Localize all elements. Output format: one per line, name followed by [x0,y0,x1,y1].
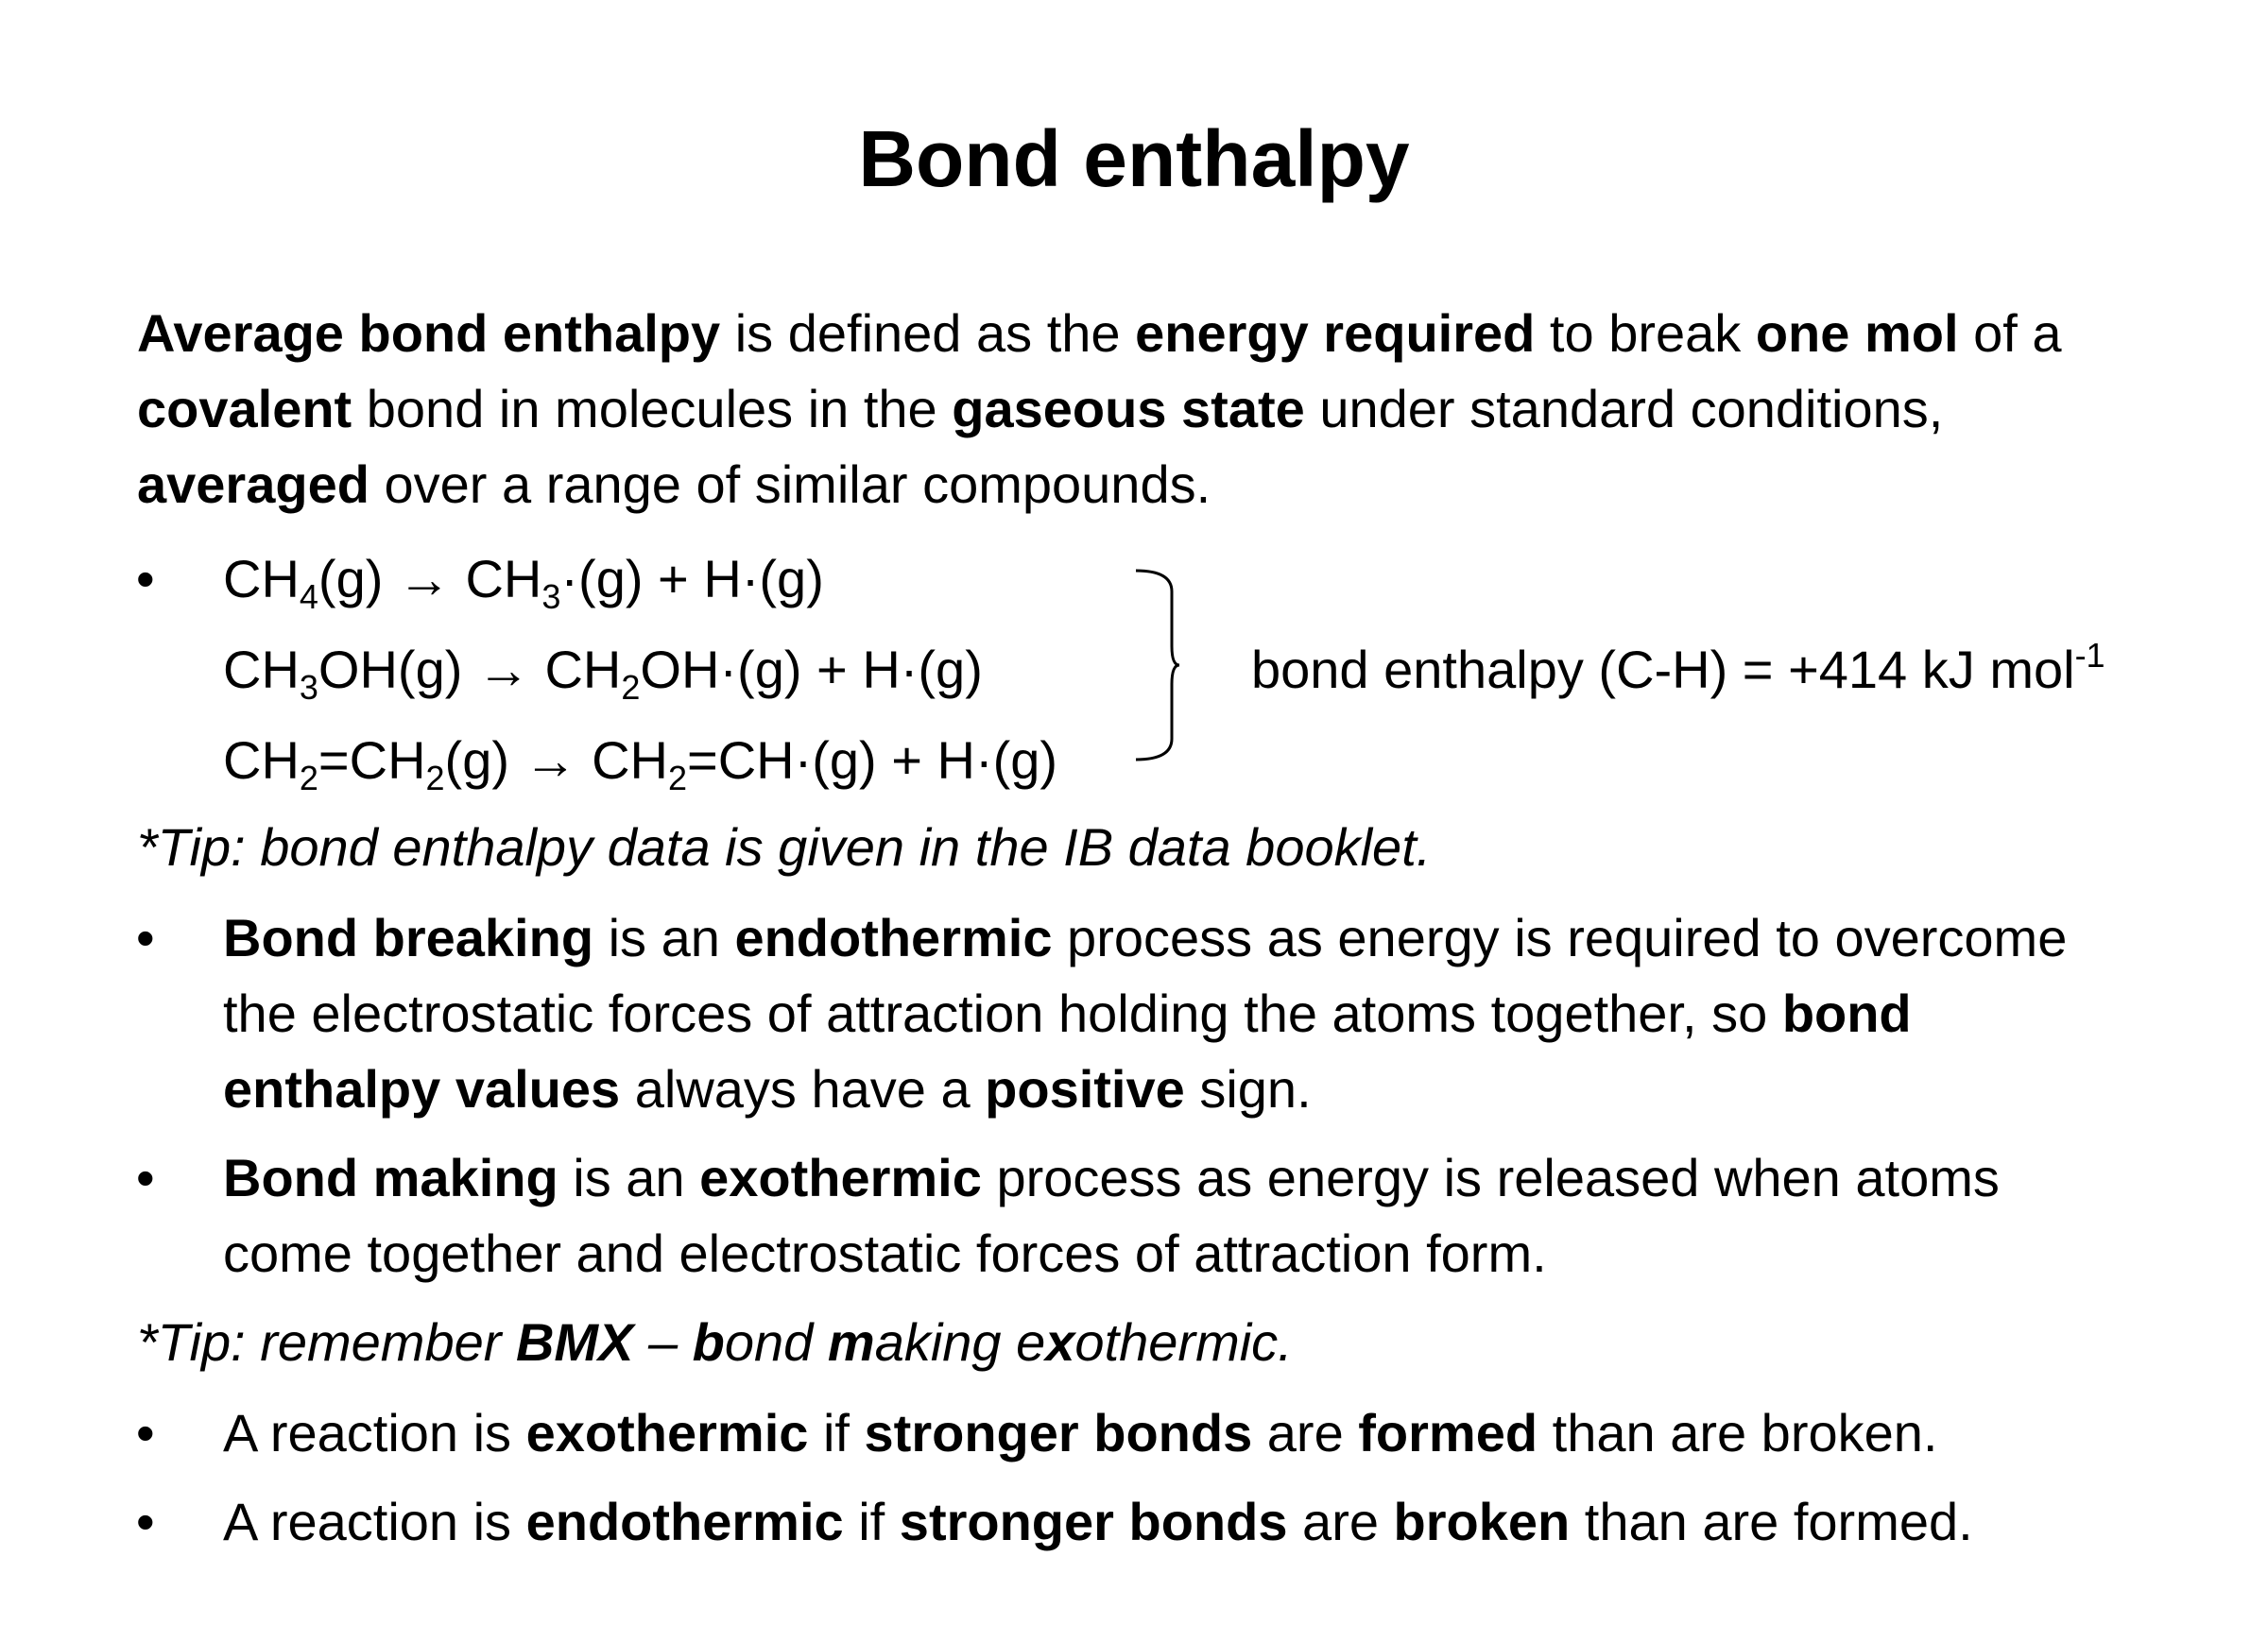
equation-ethene: $CH_2=CH_2(g) \to CH_2=CH\cdot(g) + H\cdot(g)$ [223,730,1058,797]
bond-making-line-1: Bond making is an exothermic process as energy is released when atoms [223,1148,2000,1207]
tip-data-booklet: *Tip: bond enthalpy data is given in the IB data booklet. [137,817,1432,877]
definition-line-2: covalent bond in molecules in the gaseous state under standard conditions, [137,379,1944,438]
definition-line-1: Average bond enthalpy is defined as the energy required to break one mol of a [137,303,2062,363]
bond-breaking-line-2: the electrostatic forces of attraction holding the atoms together, so bond [223,983,1912,1043]
curly-brace-icon [1134,569,1181,761]
bond-making-line-2: come together and electrostatic forces of attraction form. [223,1223,1547,1283]
bond-breaking-line-3: enthalpy values always have a positive sign. [223,1059,1312,1119]
exothermic-statement: A reaction is exothermic if stronger bonds are formed than are broken. [223,1403,1938,1462]
equation-methanol: $CH_3OH(g) \to CH_2OH\cdot(g) + H\cdot(g)$ [223,640,983,707]
bullet-point: • [136,1148,155,1207]
bullet-point: • [136,549,155,608]
slide-title: Bond enthalpy [858,114,1410,203]
bullet-point: • [136,908,155,967]
endothermic-statement: A reaction is endothermic if stronger bonds are broken than are formed. [223,1492,1973,1551]
tip-bmx: *Tip: remember BMX – bond making exothermic. [137,1312,1293,1372]
bullet-point: • [136,1403,155,1462]
bond-enthalpy-result: bond enthalpy (C-H) = +414 kJ mol$^{-1}$ [1251,636,2105,699]
bond-breaking-line-1: Bond breaking is an endothermic process as energy is required to overcome [223,908,2068,967]
bullet-point: • [136,1492,155,1551]
definition-line-3: averaged over a range of similar compounds. [137,454,1211,514]
equation-methane: $CH_4(g) \to CH_3\cdot(g) + H\cdot(g)$ [223,549,824,616]
